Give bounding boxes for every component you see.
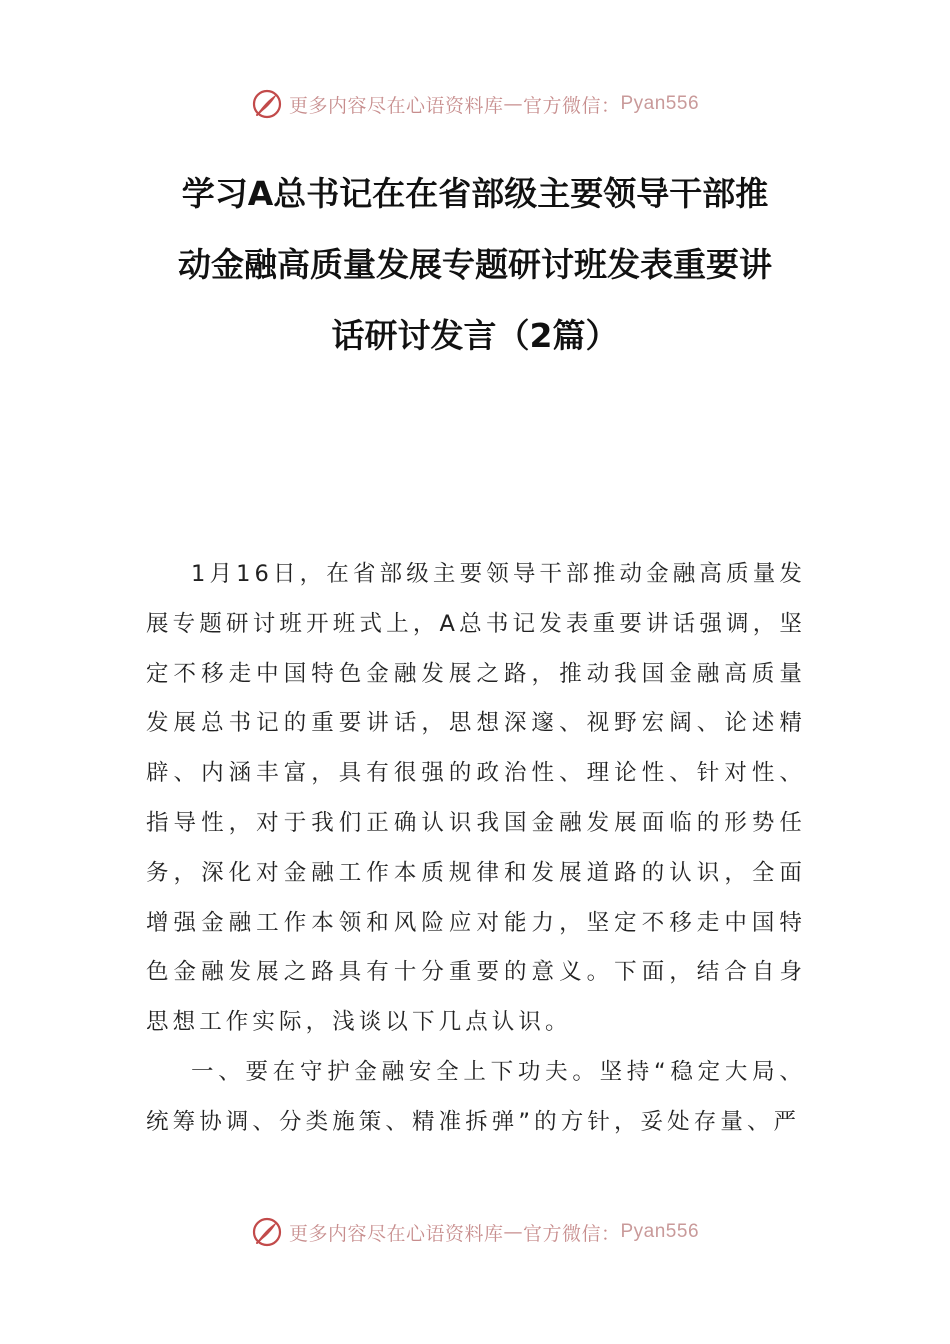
document-title <box>0 158 950 371</box>
watermark-handle: Pyan556 <box>620 1221 700 1242</box>
quill-pen-logo-icon <box>251 1216 283 1248</box>
body-paragraph-1: 1月16日，在省部级主要领导干部推动金融高质量发展专题研讨班开班式上，A总书记发表重要讲话强调，坚定不移走中国特色金融发展之路，推动我国金融高质量发展总书记的重要讲话，思想深邃、视野宏阔、论述精辟、内涵丰富，具有很强的政治性、理论性、针对性、指导性，对于我们正确认识我国金融发展面临的形势任务，深化对金融工作本质规律和发展道路的认识，全面增强金融工作本领和风险应对能力，坚定不移走中国特色金融发展之路具有十分重要的意义。下面，结合自身思想工作实际，浅谈以下几点认识。 <box>146 561 806 1036</box>
title-line-2: 动金融高质量发展专题研讨班发表重要讲 <box>178 245 772 284</box>
watermark-separator: — <box>503 93 523 115</box>
title-line-1: 学习A总书记在在省部级主要领导干部推 <box>181 174 769 213</box>
watermark-official-label: 官方微信： <box>522 1222 621 1245</box>
document-body <box>146 550 806 1148</box>
watermark-brand-text: 更多内容尽在心语资料库 <box>288 1222 504 1245</box>
watermark-official-label: 官方微信： <box>522 94 621 117</box>
quill-pen-logo-icon <box>251 88 283 120</box>
watermark-handle: Pyan556 <box>620 93 700 114</box>
watermark-separator: — <box>503 1221 523 1243</box>
header-watermark-banner <box>0 84 950 124</box>
title-line-3: 话研讨发言（2篇） <box>331 316 619 355</box>
footer-watermark-banner <box>0 1212 950 1252</box>
watermark-brand-text: 更多内容尽在心语资料库 <box>288 94 504 117</box>
body-paragraph-2: 一、要在守护金融安全上下功夫。坚持“稳定大局、统筹协调、分类施策、精准拆弹”的方针，妥处存量、严 <box>146 1058 806 1135</box>
